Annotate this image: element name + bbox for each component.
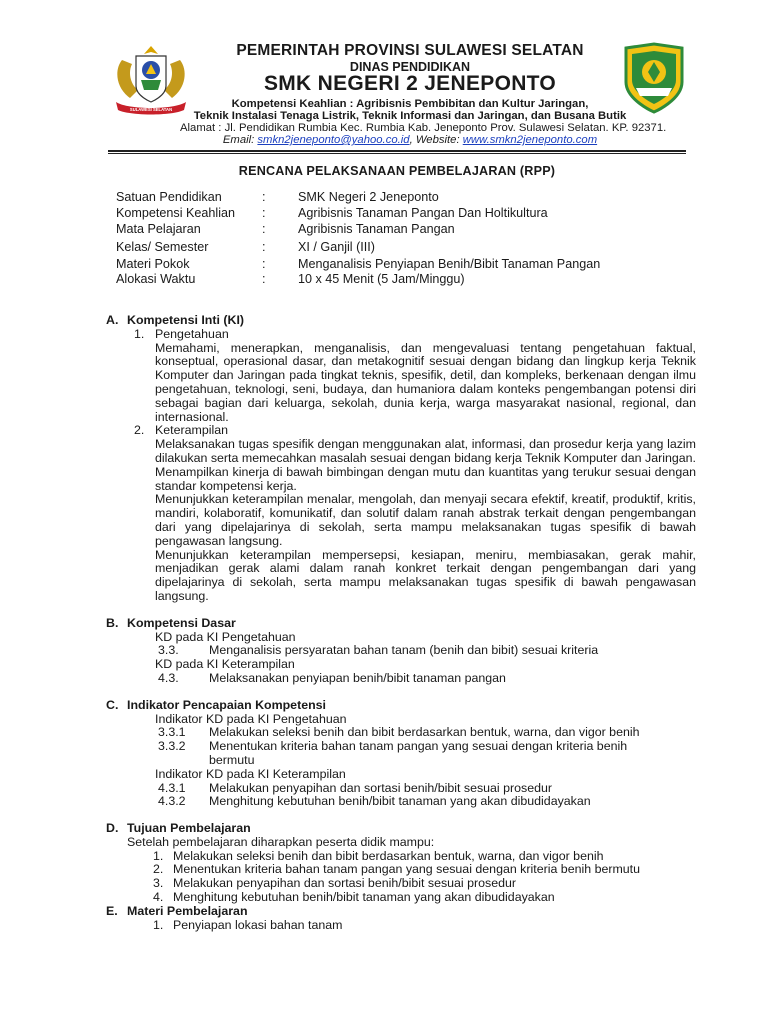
ki-item-keterampilan: 2. Keterampilan [134,423,229,438]
ki-paragraph: Menunjukkan keterampilan menalar, mengolah, dan menyaji secara efektif, kreatif, produktif, kritis, mandiri, kolaboratif, komunikatif, dan solutif dalam ranah abstrak terkait dengan pengembangan dari yang dipelajarinya di sekolah, serta mampu melaksanakan tugas spesifik di bawah pengawasan langsung. [155,492,696,548]
ki-paragraph: Melaksanakan tugas spesifik dengan menggunakan alat, informasi, dan prosedur kerja yang lazim dilakukan serta memecahkan masalah sesuai dengan bidang kerja Teknik Komputer dan Jaringan. Menampilkan kinerja di bawah bimbingan dengan mutu dan kuantitas yang terukur sesuai dengan standar kompetensi kerja. [155,437,696,493]
identity-value: Agribisnis Tanaman Pangan Dan Holtikultura [298,206,548,220]
objective-item: 2. Menentukan kriteria bahan tanam pangan yang sesuai dengan kriteria benih bermutu [153,862,641,877]
email-label: Email: [222,134,258,146]
email-link[interactable]: smkn2jeneponto@yahoo.co.id [257,134,410,146]
identity-separator: : [262,190,266,204]
indicator-item: 3.3.1 Melakukan seleksi benih dan bibit berdasarkan bentuk, warna, dan vigor benih [158,725,640,740]
header-competence-line1: Kompetensi Keahlian : Agribisnis Pembibitan dan Kultur Jaringan, [231,98,589,110]
header-divider-thin [108,153,686,154]
header-competence-line2: Teknik Instalasi Tenaga Listrik, Teknik Informasi dan Jaringan, dan Busana Butik [193,110,627,122]
identity-separator: : [262,272,266,286]
indicator-item: 3.3.2 Menentukan kriteria bahan tanam pangan yang sesuai dengan kriteria benih bermutu [158,739,628,767]
material-item: 1. Penyiapan lokasi bahan tanam [153,917,343,932]
identity-separator: : [262,240,266,254]
website-link[interactable]: www.smkn2jeneponto.com [462,134,598,146]
header-school-name: SMK NEGERI 2 JENEPONTO [263,72,557,95]
identity-label: Kompetensi Keahlian [116,206,236,220]
identity-separator: : [262,257,266,271]
ki-paragraph: Menunjukkan keterampilan mempersepsi, kesiapan, meniru, membiasakan, gerak mahir, menjadikan gerak alami dalam ranah konkret terkait dengan pengembangan dari yang dipelajarinya di sekolah, serta mampu melaksanakan tugas spesifik di bawah pengawasan langsung. [155,547,696,603]
indicator-item: 4.3.1 Melakukan penyapihan dan sortasi benih/bibit sesuai prosedur [158,780,553,795]
ki-item-pengetahuan: 1. Pengetahuan [134,326,229,341]
identity-value: SMK Negeri 2 Jeneponto [298,190,439,204]
objectives-intro: Setelah pembelajaran diharapkan peserta didik mampu: [127,834,435,849]
identity-separator: : [262,222,266,236]
website-label: , Website: [409,134,463,146]
identity-value: 10 x 45 Menit (5 Jam/Minggu) [298,272,465,286]
identity-value: Agribisnis Tanaman Pangan [298,222,455,236]
identity-label: Mata Pelajaran [116,222,201,236]
identity-value: XI / Ganjil (III) [298,240,375,254]
identity-label: Materi Pokok [116,257,190,271]
identity-value: Menganalisis Penyiapan Benih/Bibit Tanaman Pangan [298,257,601,271]
identity-label: Satuan Pendidikan [116,190,222,204]
identity-separator: : [262,206,266,220]
kd-item: 3.3. Menganalisis persyaratan bahan tanam (benih dan bibit) sesuai kriteria [158,643,599,658]
indicator-item: 4.3.2 Menghitung kebutuhan benih/bibit tanaman yang akan dibudidayakan [158,794,591,809]
section-e-heading: E. Materi Pembelajaran [106,903,248,918]
ki-paragraph: Memahami, menerapkan, menganalisis, dan mengevaluasi tentang pengetahuan faktual, konseptual, operasional dasar, dan metakognitif sesuai dengan bidang dan lingkup kerja Teknik Komputer dan Jaringan pada tingkat teknis, spesifik, detil, dan kompleks, berkenaan dengan ilmu pengetahuan, teknologi, seni, budaya, dan humaniora dalam konteks pengembangan potensi diri sebagai bagian dari keluarga, sekolah, dunia kerja, warga masyarakat nasional, regional, dan internasional. [155,340,696,424]
kd-group-label: KD pada KI Pengetahuan [155,629,296,644]
header-department: DINAS PENDIDIKAN [349,60,471,74]
objective-item: 3. Melakukan penyapihan dan sortasi benih/bibit sesuai prosedur [153,876,517,891]
header-government: PEMERINTAH PROVINSI SULAWESI SELATAN [236,42,584,59]
document-body [106,314,696,932]
identity-label: Alokasi Waktu [116,272,196,286]
kd-item: 4.3. Melaksanakan penyiapan benih/bibit tanaman pangan [158,670,506,685]
section-a-heading: A. Kompetensi Inti (KI) [106,313,245,327]
section-d-heading: D. Tujuan Pembelajaran [106,821,251,836]
header-address: Alamat : Jl. Pendidikan Rumbia Kec. Rumbia Kab. Jeneponto Prov. Sulawesi Selatan. KP. 92371. [180,122,667,134]
header-divider [108,150,686,152]
section-b-heading: B. Kompetensi Dasar [106,615,236,630]
svg-text:SULAWESI SELATAN: SULAWESI SELATAN [129,107,173,112]
document-title: RENCANA PELAKSANAAN PEMBELAJARAN (RPP) [238,164,556,178]
objective-item: 4. Menghitung kebutuhan benih/bibit tanaman yang akan dibudidayakan [153,890,555,905]
indicator-group-label: Indikator KD pada KI Pengetahuan [155,711,347,726]
identity-label: Kelas/ Semester [116,240,209,254]
objective-item: 1. Melakukan seleksi benih dan bibit berdasarkan bentuk, warna, dan vigor benih [153,848,604,863]
section-c-heading: C. Indikator Pencapaian Kompetensi [106,697,326,712]
kd-group-label: KD pada KI Keterampilan [155,657,295,672]
indicator-group-label: Indikator KD pada KI Keterampilan [155,766,346,781]
header-contact [180,134,640,146]
